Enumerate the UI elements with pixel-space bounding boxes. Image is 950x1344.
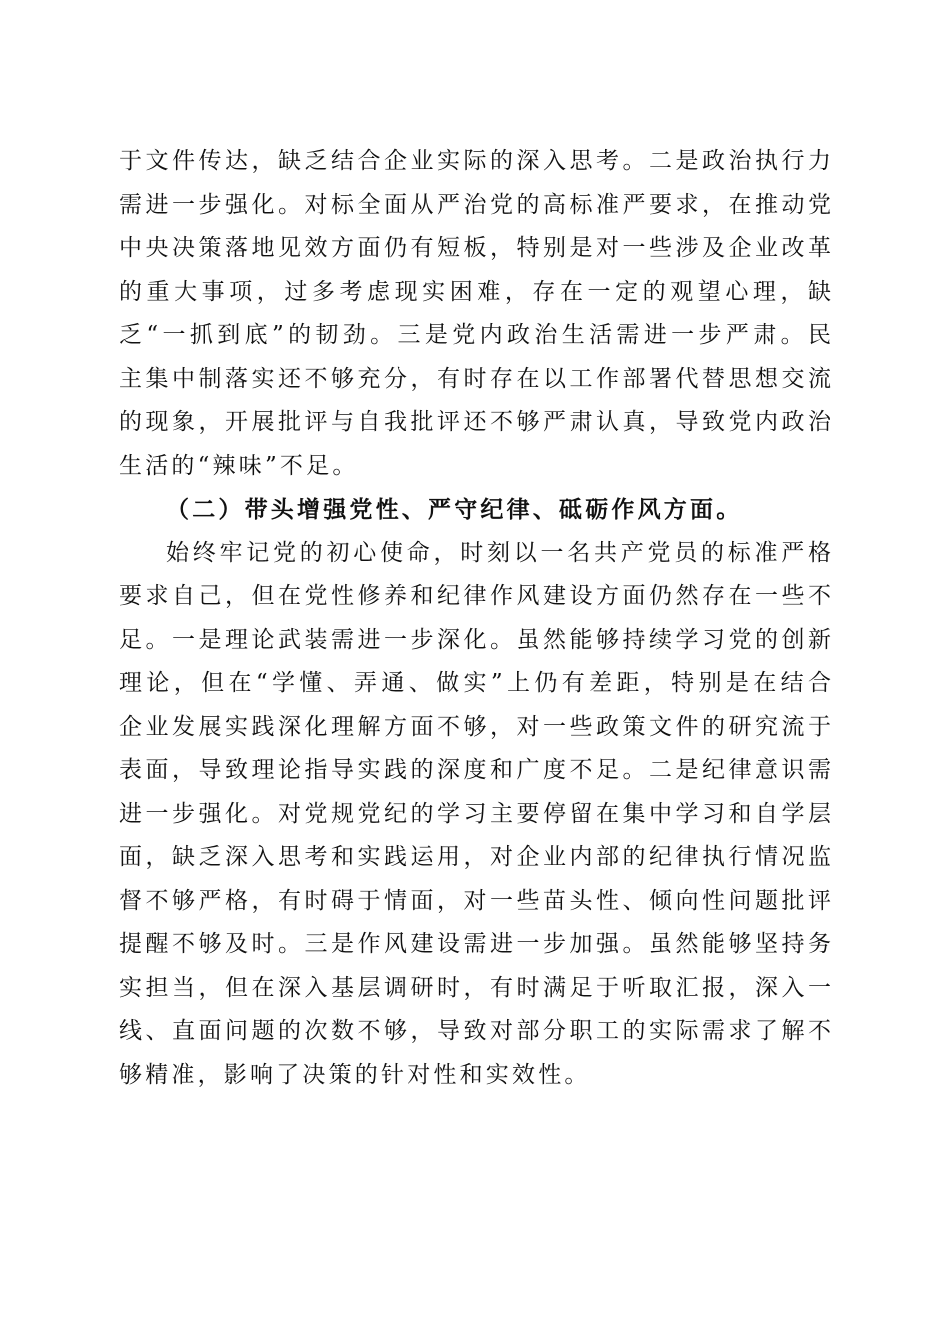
text-line: 于文件传达，缺乏结合企业实际的深入思考。二是政治执行力 bbox=[119, 148, 831, 174]
text-line: 需进一步强化。对标全面从严治党的高标准严要求，在推动党 bbox=[119, 191, 831, 218]
text-line: 的现象，开展批评与自我批评还不够严肃认真，导致党内政治 bbox=[119, 409, 831, 435]
text-line: 企业发展实践深化理解方面不够，对一些政策文件的研究流于 bbox=[119, 713, 831, 740]
text-line: 足。一是理论武装需进一步深化。虽然能够持续学习党的创新 bbox=[119, 626, 831, 653]
text-line: 的重大事项，过多考虑现实困难，存在一定的观望心理，缺 bbox=[119, 278, 831, 305]
text-line: 提醒不够及时。三是作风建设需进一步加强。虽然能够坚持务 bbox=[119, 931, 831, 957]
section-heading: （二）带头增强党性、严守纪律、砥砺作风方面。 bbox=[166, 496, 743, 523]
text-line: 线、直面问题的次数不够，导致对部分职工的实际需求了解不 bbox=[119, 1018, 831, 1044]
paragraph-party-discipline bbox=[119, 532, 831, 1098]
text-line: 进一步强化。对党规党纪的学习主要停留在集中学习和自学层 bbox=[119, 800, 831, 827]
text-line-first: 始终牢记党的初心使命，时刻以一名共产党员的标准严格 bbox=[166, 539, 831, 566]
text-line: 乏“一抓到底”的韧劲。三是党内政治生活需进一步严肃。民 bbox=[119, 322, 831, 348]
text-line: 主集中制落实还不够充分，有时存在以工作部署代替思想交流 bbox=[119, 365, 831, 392]
text-line: 理论，但在“学懂、弄通、做实”上仍有差距，特别是在结合 bbox=[119, 670, 831, 696]
text-line: 表面，导致理论指导实践的深度和广度不足。二是纪律意识需 bbox=[119, 757, 831, 783]
text-line-last: 够精准，影响了决策的针对性和实效性。 bbox=[119, 1061, 591, 1088]
paragraph-political-execution bbox=[119, 140, 831, 488]
text-line: 实担当，但在深入基层调研时，有时满足于听取汇报，深入一 bbox=[119, 974, 831, 1001]
document-page bbox=[119, 140, 831, 1097]
text-line: 要求自己，但在党性修养和纪律作风建设方面仍然存在一些不 bbox=[119, 583, 831, 609]
text-line: 督不够严格，有时碍于情面，对一些苗头性、倾向性问题批评 bbox=[119, 887, 831, 914]
text-line: 中央决策落地见效方面仍有短板，特别是对一些涉及企业改革 bbox=[119, 235, 831, 261]
text-line: 面，缺乏深入思考和实践运用，对企业内部的纪律执行情况监 bbox=[119, 844, 831, 870]
text-line-last: 生活的“辣味”不足。 bbox=[119, 452, 359, 479]
